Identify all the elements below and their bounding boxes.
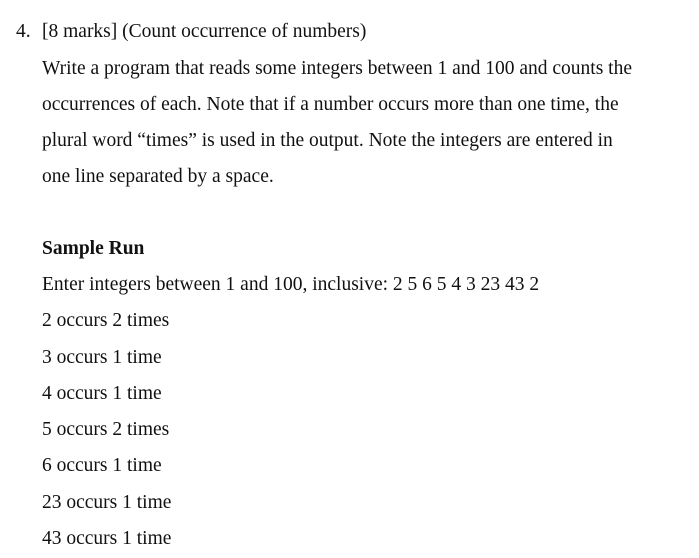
output-line: 6 occurs 1 time	[42, 455, 162, 476]
question-number: 4.	[16, 21, 31, 42]
sample-run-title: Sample Run	[42, 238, 145, 259]
output-line: 5 occurs 2 times	[42, 419, 170, 440]
description-line-3: plural word “times” is used in the output. Note the integers are entered in	[42, 130, 613, 151]
description-line-2: occurrences of each. Note that if a number occurs more than one time, the	[42, 94, 619, 115]
description-line-4: one line separated by a space.	[42, 166, 274, 187]
output-line: 2 occurs 2 times	[42, 310, 170, 331]
output-line: 23 occurs 1 time	[42, 492, 172, 513]
sample-run-prompt: Enter integers between 1 and 100, inclusive: 2 5 6 5 4 3 23 43 2	[42, 274, 540, 295]
output-line: 3 occurs 1 time	[42, 347, 162, 368]
question-heading: [8 marks] (Count occurrence of numbers)	[42, 21, 367, 42]
output-line: 4 occurs 1 time	[42, 383, 162, 404]
output-line: 43 occurs 1 time	[42, 528, 172, 549]
description-line-1: Write a program that reads some integers between 1 and 100 and counts the	[42, 58, 632, 79]
